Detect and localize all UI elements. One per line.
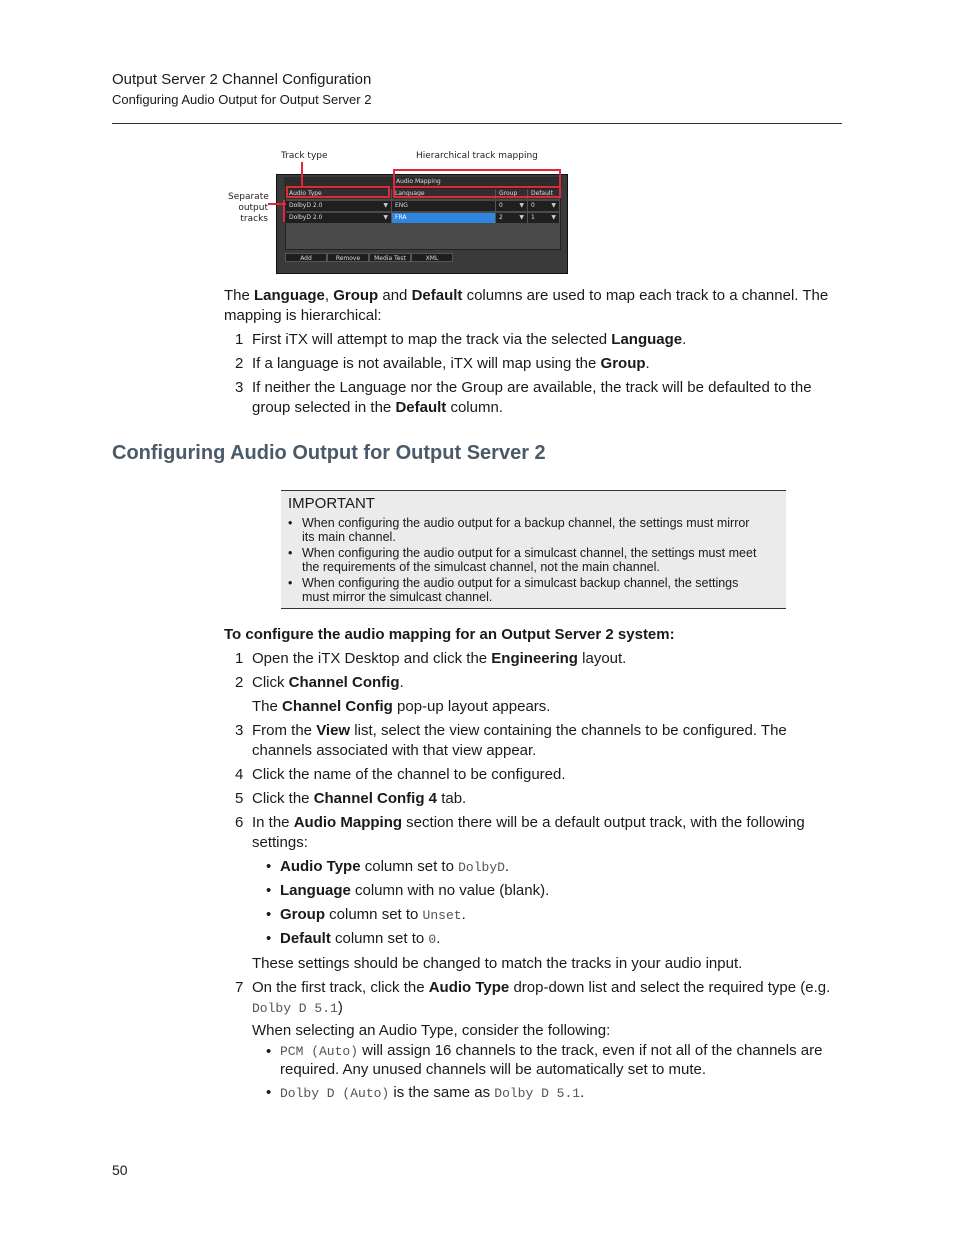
row2-group-value: 2 bbox=[499, 214, 503, 221]
text: From the bbox=[252, 722, 317, 739]
setting-audio-type bbox=[280, 857, 509, 878]
text: . bbox=[504, 858, 510, 875]
callout-box-track-type bbox=[286, 186, 390, 198]
add-button[interactable]: Add bbox=[285, 253, 327, 262]
text: column with no value (blank). bbox=[350, 882, 550, 899]
audio-type-pcm-note bbox=[280, 1042, 842, 1079]
text: column set to bbox=[330, 930, 429, 947]
text: When configuring the audio output for a backup channel, the settings must mirror bbox=[302, 516, 750, 530]
row1-language-value: ENG bbox=[395, 202, 408, 209]
text: . bbox=[682, 331, 687, 348]
col-audio-type[interactable]: Audio Type bbox=[286, 189, 392, 199]
code-text: Dolby D (Auto) bbox=[280, 1086, 390, 1101]
text: In the bbox=[252, 814, 294, 831]
bullet-icon: • bbox=[288, 546, 293, 560]
text-bold: Audio Type bbox=[428, 979, 510, 996]
intro-step-1 bbox=[252, 330, 842, 350]
code-text: Unset bbox=[422, 908, 462, 923]
intro-step-3 bbox=[252, 378, 842, 418]
procedure-step-2-note bbox=[252, 697, 842, 717]
callout-separate-line2: output bbox=[238, 203, 268, 213]
text: required. Any unused channels will be automatically set to mute. bbox=[280, 1061, 707, 1078]
setting-group bbox=[280, 905, 466, 926]
text: The bbox=[224, 287, 255, 304]
text: The bbox=[252, 698, 283, 715]
code-text: 0 bbox=[428, 932, 437, 947]
text: When configuring the audio output for a simulcast backup channel, the settings bbox=[302, 576, 739, 590]
row1-group-value: 0 bbox=[499, 202, 503, 209]
bullet-icon: • bbox=[288, 576, 293, 590]
chevron-down-icon[interactable]: ▼ bbox=[519, 214, 524, 221]
step-number: 3 bbox=[235, 722, 244, 739]
callout-line-track-type bbox=[301, 162, 303, 188]
text: mapping is hierarchical: bbox=[224, 307, 382, 324]
important-note bbox=[281, 490, 786, 609]
step-number: 1 bbox=[235, 331, 244, 348]
step-number: 2 bbox=[235, 674, 244, 691]
panel-title: Audio Mapping bbox=[284, 177, 562, 187]
chevron-down-icon[interactable]: ▼ bbox=[383, 214, 388, 221]
callout-bracket-top bbox=[393, 169, 561, 171]
row2-group[interactable] bbox=[496, 213, 528, 223]
procedure-step-6 bbox=[252, 813, 842, 853]
procedure-step-7-note: When selecting an Audio Type, consider the following: bbox=[252, 1022, 611, 1039]
text-bold: Default bbox=[280, 930, 331, 947]
text: group selected in the bbox=[252, 399, 396, 416]
setting-default bbox=[280, 929, 440, 950]
bullet-icon: • bbox=[266, 906, 272, 923]
procedure-step-1 bbox=[252, 649, 842, 669]
row1-audio-type[interactable] bbox=[286, 201, 392, 211]
procedure-title: To configure the audio mapping for an Output Server 2 system: bbox=[224, 626, 675, 643]
text: If a language is not available, iTX will map using the bbox=[252, 355, 601, 372]
procedure-step-7 bbox=[252, 978, 842, 1019]
code-text: Dolby D 5.1 bbox=[494, 1086, 581, 1101]
code-text: DolbyD bbox=[458, 860, 505, 875]
col-language[interactable]: Language bbox=[392, 189, 496, 199]
step-number: 3 bbox=[235, 379, 244, 396]
text: When configuring the audio output for a simulcast channel, the settings must meet bbox=[302, 546, 757, 560]
text: Click bbox=[252, 674, 289, 691]
callout-box-mapping bbox=[393, 186, 561, 198]
text-bold: Channel Config bbox=[288, 674, 400, 691]
text: tab. bbox=[437, 790, 467, 807]
col-default[interactable]: Default bbox=[528, 189, 560, 199]
text: column. bbox=[446, 399, 503, 416]
text: . bbox=[580, 1084, 585, 1101]
page-number: 50 bbox=[112, 1162, 128, 1178]
text: and bbox=[378, 287, 412, 304]
row2-audio-type[interactable] bbox=[286, 213, 392, 223]
text: . bbox=[461, 906, 466, 923]
running-header-subtitle: Configuring Audio Output for Output Server 2 bbox=[112, 92, 372, 107]
callout-separate-line3: tracks bbox=[240, 214, 268, 224]
text-bold: Default bbox=[395, 399, 447, 416]
chevron-down-icon[interactable]: ▼ bbox=[383, 202, 388, 209]
procedure-step-5 bbox=[252, 789, 842, 809]
setting-language bbox=[280, 881, 549, 901]
text: If neither the Language nor the Group are available, the track will be defaulted to the bbox=[252, 379, 812, 396]
text: drop-down list and select the required type (e.g. bbox=[509, 979, 831, 996]
row1-group[interactable] bbox=[496, 201, 528, 211]
text: is the same as bbox=[389, 1084, 495, 1101]
text: ) bbox=[337, 999, 343, 1016]
text: column set to bbox=[325, 906, 423, 923]
text: layout. bbox=[577, 650, 627, 667]
important-bullet-2 bbox=[302, 546, 780, 574]
text-bold: View bbox=[316, 722, 351, 739]
bullet-icon: • bbox=[266, 1043, 272, 1060]
bullet-icon: • bbox=[266, 882, 272, 899]
row1-default-value: 0 bbox=[531, 202, 535, 209]
text: column set to bbox=[360, 858, 459, 875]
text-bold: Group bbox=[333, 287, 379, 304]
text-bold: Group bbox=[280, 906, 325, 923]
text: columns are used to map each track to a channel. The bbox=[462, 287, 829, 304]
media-test-button[interactable]: Media Test bbox=[369, 253, 411, 262]
callout-separate-line1: Separate bbox=[228, 192, 269, 202]
remove-button[interactable]: Remove bbox=[327, 253, 369, 262]
text-bold: Language bbox=[280, 882, 351, 899]
bullet-icon: • bbox=[266, 930, 272, 947]
text: pop-up layout appears. bbox=[392, 698, 551, 715]
text-bold: Group bbox=[600, 355, 646, 372]
important-bullet-1 bbox=[302, 516, 780, 544]
row2-language-value: FRA bbox=[395, 214, 407, 221]
text-bold: Engineering bbox=[491, 650, 578, 667]
running-header-title: Output Server 2 Channel Configuration bbox=[112, 71, 372, 88]
text: First iTX will attempt to map the track via the selected bbox=[252, 331, 612, 348]
callout-bracket-separate bbox=[283, 200, 285, 222]
step-number: 7 bbox=[235, 979, 244, 996]
intro-step-2 bbox=[252, 354, 842, 374]
text: will assign 16 channels to the track, even if not all of the channels are bbox=[358, 1042, 823, 1059]
code-text: Dolby D 5.1 bbox=[252, 1001, 338, 1016]
audio-type-dolby-note bbox=[280, 1083, 584, 1104]
callout-separate bbox=[228, 192, 268, 225]
text: channels associated with that view appear. bbox=[252, 742, 537, 759]
text-bold: Language bbox=[254, 287, 325, 304]
text: list, select the view containing the channels to be configured. The bbox=[350, 722, 787, 739]
procedure-step-6-note: These settings should be changed to match the tracks in your audio input. bbox=[252, 955, 743, 972]
section-heading: Configuring Audio Output for Output Server 2 bbox=[112, 442, 546, 464]
row2-default-value: 1 bbox=[531, 214, 535, 221]
bullet-icon: • bbox=[266, 1084, 272, 1101]
code-text: PCM (Auto) bbox=[280, 1044, 359, 1059]
bullet-icon: • bbox=[266, 858, 272, 875]
text-bold: Channel Config bbox=[282, 698, 393, 715]
text: the requirements of the simulcast channel, not the main channel. bbox=[302, 560, 660, 574]
chevron-down-icon[interactable]: ▼ bbox=[551, 202, 556, 209]
text-bold: Audio Type bbox=[280, 858, 361, 875]
bullet-icon: • bbox=[288, 516, 293, 530]
col-group[interactable]: Group bbox=[496, 189, 528, 199]
text: its main channel. bbox=[302, 530, 396, 544]
text-bold: Audio Mapping bbox=[293, 814, 403, 831]
procedure-step-2 bbox=[252, 673, 842, 693]
intro-paragraph bbox=[224, 286, 842, 326]
text: Click the bbox=[252, 790, 314, 807]
row2-language[interactable] bbox=[392, 213, 496, 223]
text: , bbox=[324, 287, 334, 304]
procedure-step-3 bbox=[252, 721, 842, 761]
text-bold: Channel Config 4 bbox=[313, 790, 438, 807]
text: Open the iTX Desktop and click the bbox=[252, 650, 492, 667]
row1-default[interactable] bbox=[528, 201, 560, 211]
text: must mirror the simulcast channel. bbox=[302, 590, 493, 604]
important-label: IMPORTANT bbox=[288, 495, 375, 512]
row2-audio-type-value: DolbyD 2.0 bbox=[289, 214, 323, 221]
text-bold: Language bbox=[611, 331, 683, 348]
row1-language[interactable] bbox=[392, 201, 496, 211]
row2-default[interactable] bbox=[528, 213, 560, 223]
text: . bbox=[436, 930, 441, 947]
text: settings: bbox=[252, 834, 308, 851]
chevron-down-icon[interactable]: ▼ bbox=[519, 202, 524, 209]
text: On the first track, click the bbox=[252, 979, 429, 996]
row1-audio-type-value: DolbyD 2.0 bbox=[289, 202, 323, 209]
callout-hierarchical: Hierarchical track mapping bbox=[416, 151, 538, 161]
step-number: 2 bbox=[235, 355, 244, 372]
step-number: 5 bbox=[235, 790, 244, 807]
important-bullet-3 bbox=[302, 576, 780, 604]
step-number: 1 bbox=[235, 650, 244, 667]
step-number: 4 bbox=[235, 766, 244, 783]
step-number: 6 bbox=[235, 814, 244, 831]
procedure-step-4: Click the name of the channel to be configured. bbox=[252, 766, 566, 783]
header-rule bbox=[112, 123, 842, 124]
callout-track-type: Track type bbox=[281, 151, 328, 161]
text: . bbox=[399, 674, 404, 691]
xml-button[interactable]: XML bbox=[411, 253, 453, 262]
text: section there will be a default output track, with the following bbox=[402, 814, 805, 831]
text: . bbox=[645, 355, 650, 372]
chevron-down-icon[interactable]: ▼ bbox=[551, 214, 556, 221]
text-bold: Default bbox=[411, 287, 463, 304]
